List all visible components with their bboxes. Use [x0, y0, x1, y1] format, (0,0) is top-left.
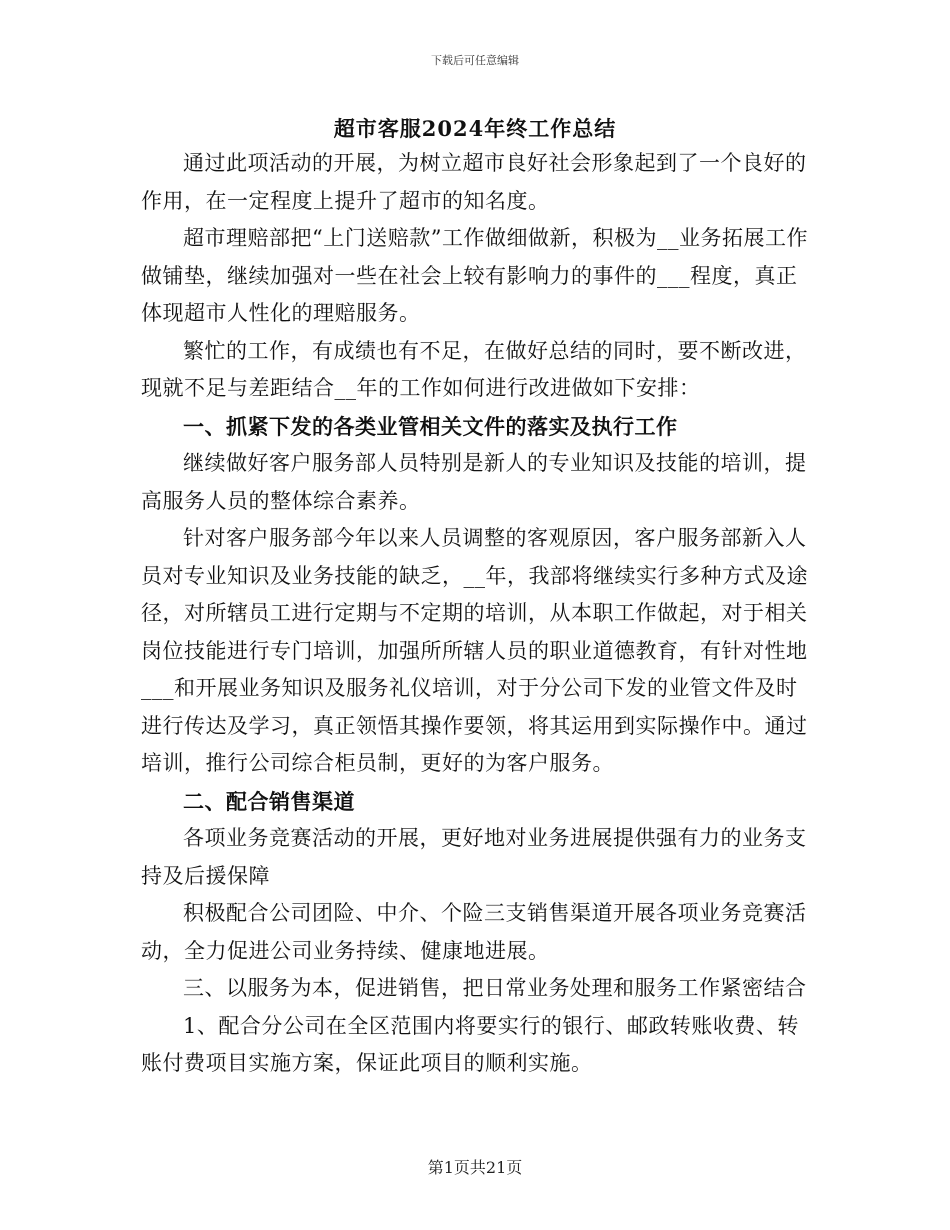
- paragraph: 通过此项活动的开展，为树立超市良好社会形象起到了一个良好的作用，在一定程度上提升了超市的知名度。: [141, 151, 807, 213]
- page-number: 第1页共21页: [427, 1158, 523, 1177]
- document-title: 超市客服2024年终工作总结: [333, 116, 617, 141]
- paragraph: 1、配合分公司在全区范围内将要实行的银行、邮政转账收费、转账付费项目实施方案，保证此项目的顺利实施。: [141, 1013, 799, 1075]
- paragraph: 针对客户服务部今年以来人员调整的客观原因，客户服务部新入人员对专业知识及业务技能的缺乏，__年，我部将继续实行多种方式及途径，对所辖员工进行定期与不定期的培训，从本职工作做起，对于相关岗位技能进行专门培训，加强所所辖人员的职业道德教育，有针对性地___和开展业务知识及服务礼仪培训，对于分公司下发的业管文件及时进行传达及学习，真正领悟其操作要领，将其运用到实际操作中。通过培训，推行公司综合柜员制，更好的为客户服务。: [141, 526, 808, 775]
- paragraph: 各项业务竞赛活动的开展，更好地对业务进展提供强有力的业务支持及后援保障: [141, 826, 807, 888]
- section-heading: 二、配合销售渠道: [183, 788, 355, 814]
- paragraph: 积极配合公司团险、中介、个险三支销售渠道开展各项业务竞赛活动，全力促进公司业务持续、健康地进展。: [141, 901, 807, 963]
- paragraph: 繁忙的工作，有成绩也有不足，在做好总结的同时，要不断改进，现就不足与差距结合__年的工作如何进行改进做如下安排：: [141, 338, 807, 400]
- header-note: 下载后可任意编辑: [431, 54, 519, 67]
- paragraph: 三、以服务为本，促进销售，把日常业务处理和服务工作紧密结合: [183, 976, 807, 1000]
- paragraph: 继续做好客户服务部人员特别是新人的专业知识及技能的培训，提高服务人员的整体综合素养。: [141, 451, 807, 513]
- section-heading: 一、抓紧下发的各类业管相关文件的落实及执行工作: [183, 413, 678, 439]
- document-body: [141, 145, 811, 1083]
- paragraph: 超市理赔部把“上门送赔款”工作做细做新，积极为__业务拓展工作做铺垫，继续加强对一些在社会上较有影响力的事件的___程度，真正体现超市人性化的理赔服务。: [141, 226, 808, 325]
